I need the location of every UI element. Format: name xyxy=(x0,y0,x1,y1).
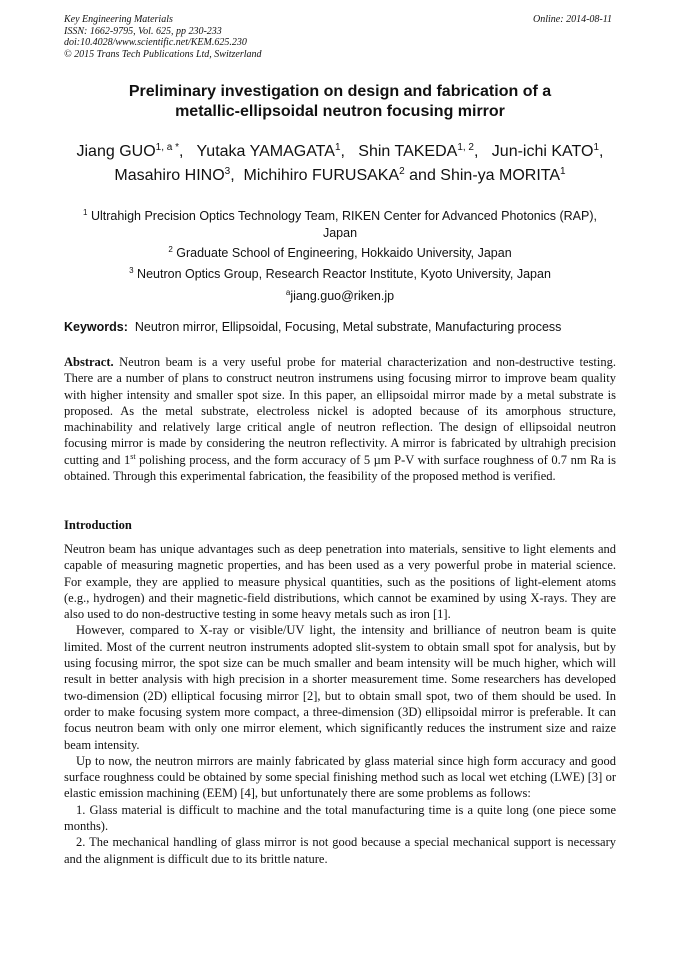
title-line-1: Preliminary investigation on design and fabrication of a xyxy=(128,83,552,100)
author-affil-mark: 1 xyxy=(334,142,341,153)
affiliation-mark: a xyxy=(285,288,291,297)
email-text[interactable]: jiang.guo@riken.jp xyxy=(290,289,395,303)
affiliation-1 xyxy=(64,204,616,242)
paper-title xyxy=(64,82,616,122)
author-name: Masahiro HINO xyxy=(114,167,225,184)
author-name: Shin-ya MORITA xyxy=(440,167,561,184)
title-line-2: metallic-ellipsoidal neutron focusing mirror xyxy=(175,103,505,120)
abstract-text: Neutron beam is a very useful probe for material characterization and non-destructive testing. There are a number of plans to construct neutron instrumens using focusing mirror to improve beam quality with higher intensity and smaller spot size. In this paper, an ellipsoidal mirror made by a metal substrate is proposed. As the metal substrate, electroless nickel is adopted because of its amorphous structure, machinability and relatively large critical angle of neutron reflection. The design of ellipsoidal neutron focusing mirror is made by considering the neutron reflectivity. A mirror is fabricated by ultrahigh precision cutting and 1 xyxy=(64,355,616,467)
affiliation-text-cont: Japan xyxy=(322,226,358,240)
author-line-2 xyxy=(64,162,616,186)
keywords xyxy=(64,320,624,334)
doi-line: doi:10.4028/www.scientific.net/KEM.625.230 xyxy=(64,37,247,48)
author-affil-mark: 1 xyxy=(560,166,566,177)
abstract-text-cont: polishing process, and the form accuracy of 5 µm P-V with surface roughness of 0.7 nm Ra is obtained. Through this experimental fabrication, the feasibility of the proposed method is verified. xyxy=(64,452,617,484)
affiliation-mark: 3 xyxy=(129,266,134,275)
online-date: Online: 2014-08-11 xyxy=(533,14,612,25)
journal-header xyxy=(64,14,262,60)
abstract-superscript: st xyxy=(130,451,136,461)
list-item: 2. The mechanical handling of glass mirror is not good because a special mechanical support is necessary and the alignment is difficult due to its brittle nature. xyxy=(64,835,616,866)
author-separator: , xyxy=(340,143,354,160)
abstract xyxy=(64,354,616,484)
list-item: 1. Glass material is difficult to machine and the total manufacturing time is a quite long (one piece some months). xyxy=(64,802,616,834)
affiliation-mark: 1 xyxy=(83,208,88,217)
author-name: Jun-ichi KATO xyxy=(491,143,594,160)
author-line-1 xyxy=(64,138,616,162)
affiliation-text: Graduate School of Engineering, Hokkaido University, Japan xyxy=(176,246,512,260)
abstract-label: Abstract. xyxy=(64,355,114,369)
author-separator: , xyxy=(179,143,193,160)
author-separator: , xyxy=(474,143,488,160)
author-separator: , xyxy=(230,167,244,184)
affiliation-text: Ultrahigh Precision Optics Technology Team, RIKEN Center for Advanced Photonics (RAP), xyxy=(90,209,597,223)
author-separator: , xyxy=(599,143,604,160)
author-name: Jiang GUO xyxy=(76,143,156,160)
author-affil-mark: 2 xyxy=(399,166,405,177)
issn-line: ISSN: 1662-9795, Vol. 625, pp 230-233 xyxy=(64,25,222,37)
affiliation-text: Neutron Optics Group, Research Reactor Institute, Kyoto University, Japan xyxy=(137,267,551,281)
author-affil-mark: 3 xyxy=(224,166,231,177)
author-affil-mark: 1, 2 xyxy=(457,142,474,153)
section-heading-introduction: Introduction xyxy=(64,518,132,532)
paragraph: Neutron beam has unique advantages such as deep penetration into materials, sensitive to light elements and capable of measuring magnetic properties, and has been used as a very powerful probe in material science. For example, they are applied to measure physical quantities, such as the positions of light-element atoms (e.g., hydrogen) and their magnetic-field distributions, which cannot be examined by using X-rays. They are also used to do non-destructive testing in some heavy metals such as iron [1]. xyxy=(64,542,616,622)
keywords-label: Keywords: xyxy=(64,320,128,334)
introduction-body xyxy=(64,541,616,867)
affiliation-mark: 2 xyxy=(168,245,173,254)
paragraph: However, compared to X-ray or visible/UV light, the intensity and brilliance of neutron beam is quite limited. Most of the current neutron instruments adopted slit-system to obtain small spot for analysis, but by using focusing mirror, the spot size can be much smaller and beam intensity will be much higher, which will result in better analysis with high precision in a shorter measurement time. Some researchers has developed two-dimension (2D) elliptical focusing mirror [2], but to obtain small spot, two of them should be used. In order to make focusing system more compact, a three-dimension (3D) ellipsoidal mirror is preferable. It can focus neutron beam with only one mirror element, which significantly reduces the instrument size and raize beam intensity. xyxy=(64,623,616,752)
author-name: Shin TAKEDA xyxy=(358,143,458,160)
affiliation-2 xyxy=(64,241,616,262)
paragraph: Up to now, the neutron mirrors are mainly fabricated by glass material since high form accuracy and good surface roughness could be obtained by some special finishing method such as local wet etching (LWE) [3] or elastic emission machining (EEM) [4], but unfortunately there are some problems as follows: xyxy=(64,753,616,801)
author-affil-mark: 1, a * xyxy=(155,142,179,153)
corresponding-email xyxy=(64,284,616,305)
copyright-line: © 2015 Trans Tech Publications Ltd, Switzerland xyxy=(64,48,262,60)
affiliation-3 xyxy=(64,262,616,283)
journal-name: Key Engineering Materials xyxy=(64,14,173,25)
author-affil-mark: 1 xyxy=(593,142,600,153)
author-name: Yutaka YAMAGATA xyxy=(196,143,335,160)
keywords-text: Neutron mirror, Ellipsoidal, Focusing, Metal substrate, Manufacturing process xyxy=(134,320,562,334)
author-separator: and xyxy=(404,167,441,184)
author-list xyxy=(64,138,616,186)
author-name: Michihiro FURUSAKA xyxy=(243,167,400,184)
